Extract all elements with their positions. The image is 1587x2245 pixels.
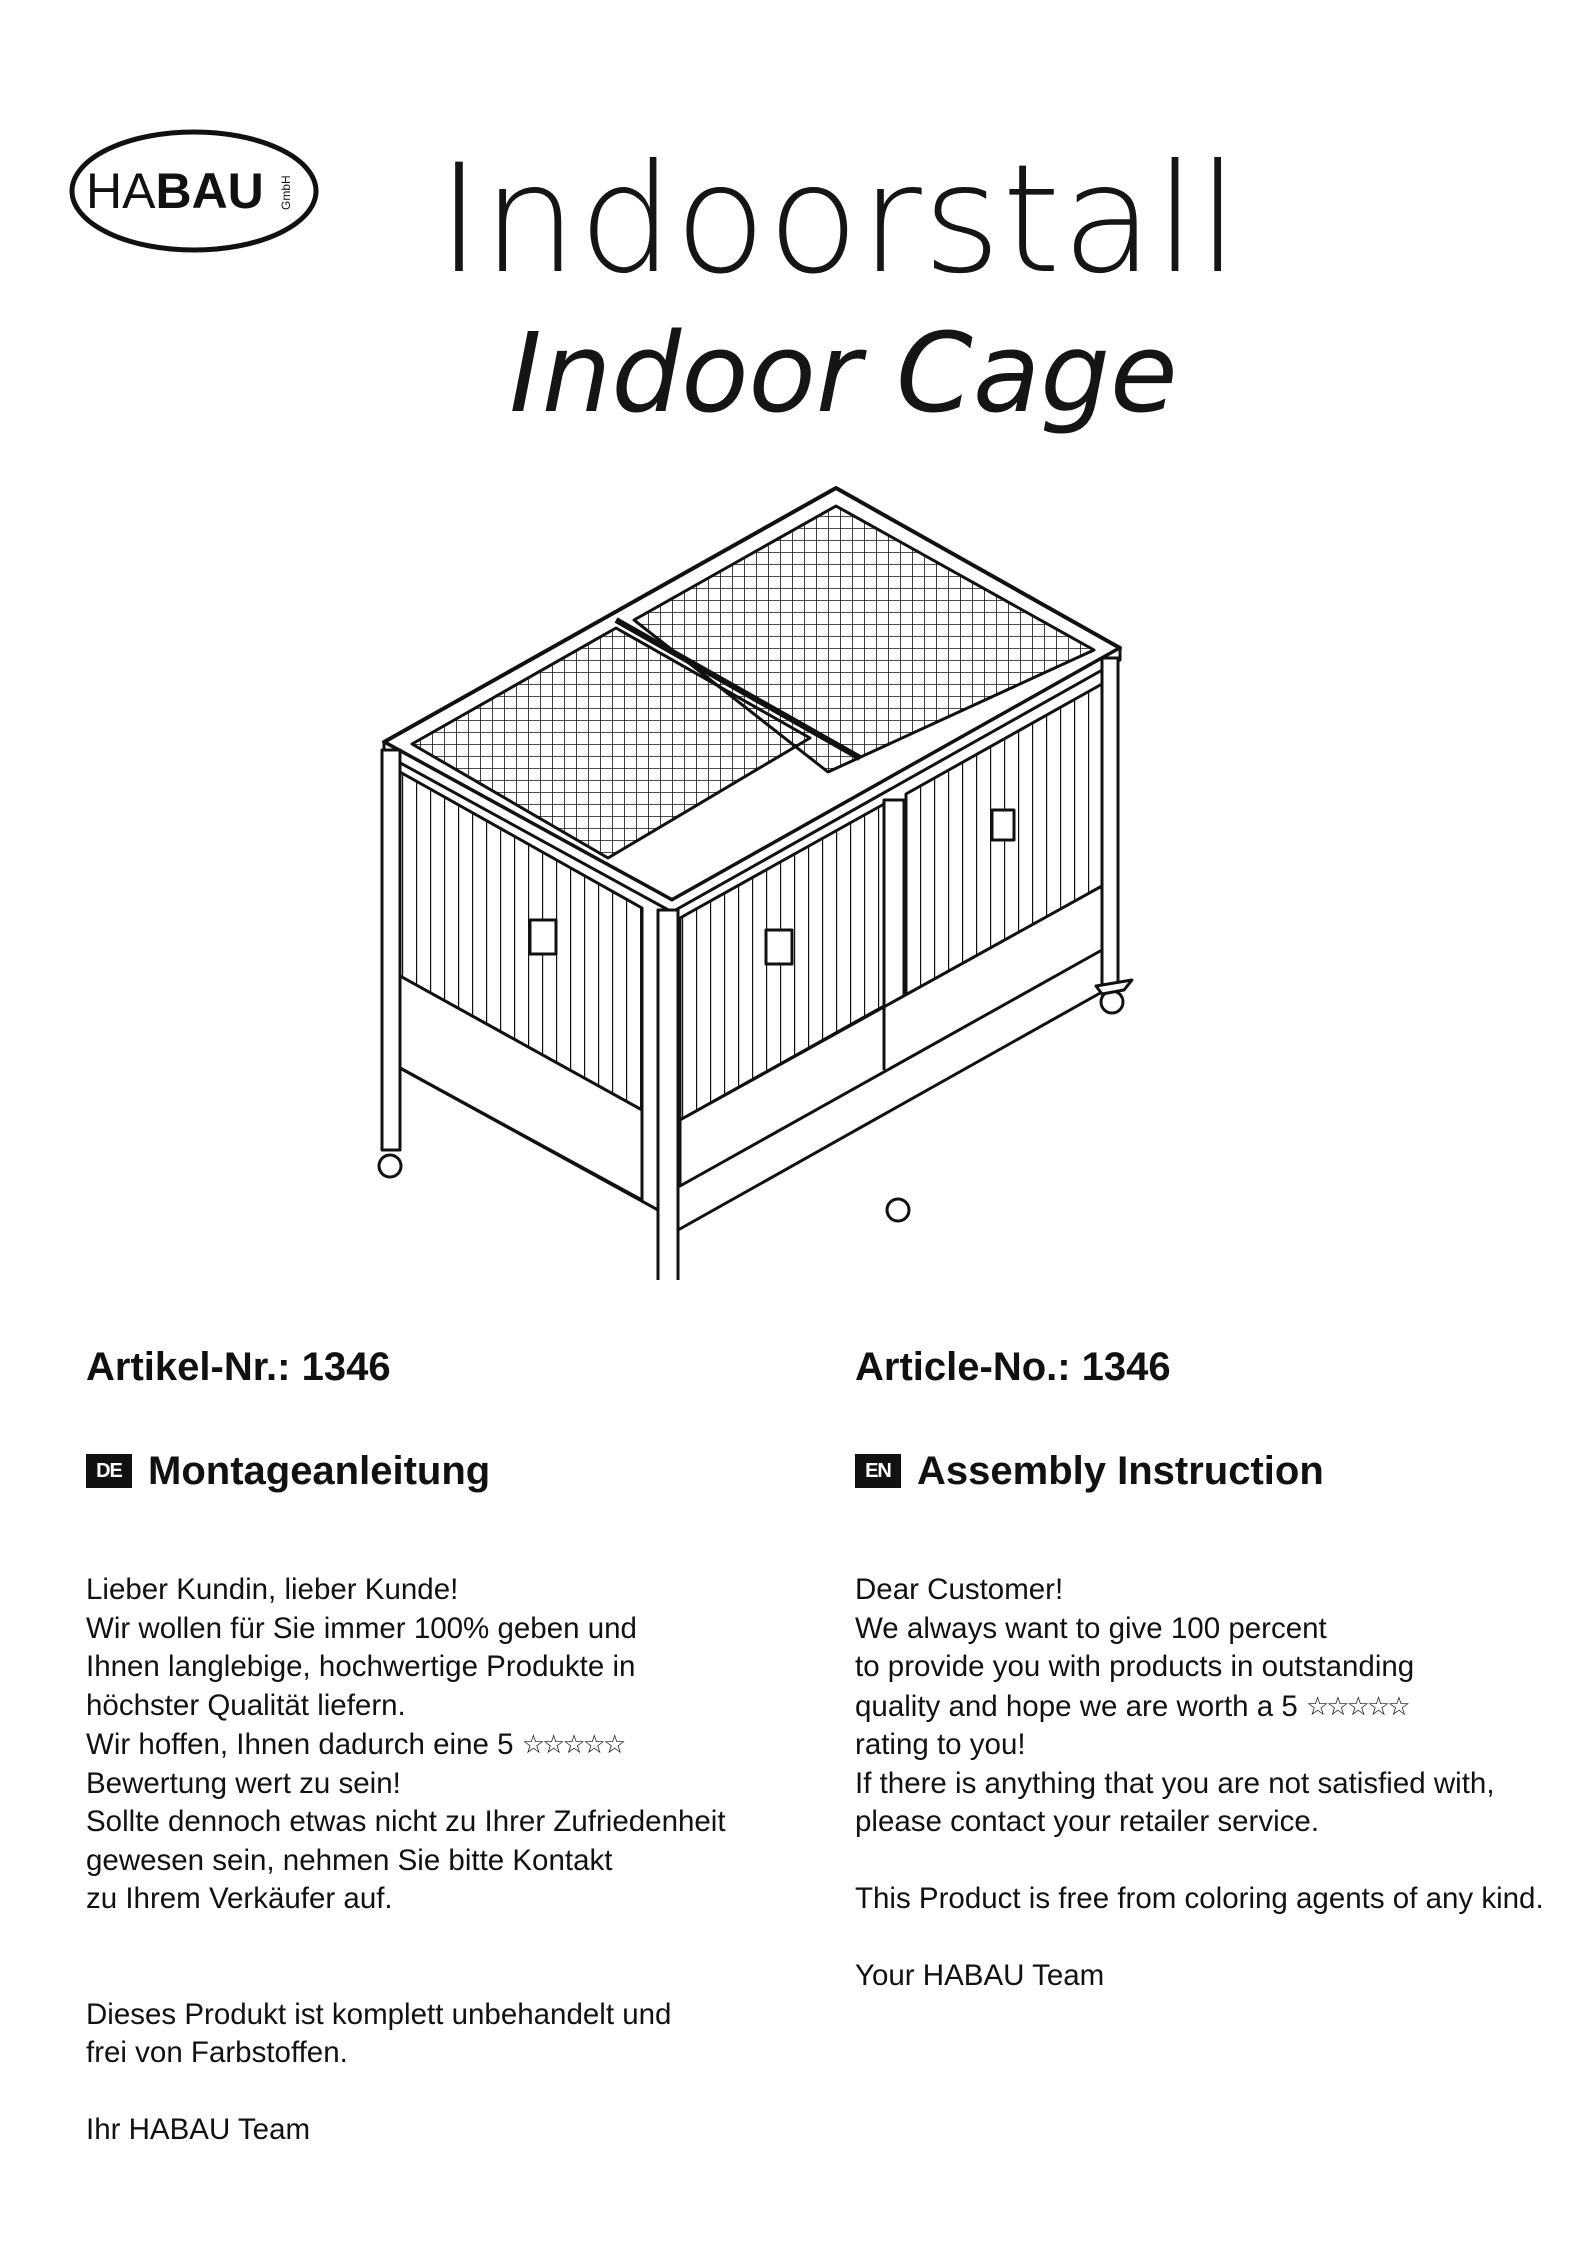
english-column	[855, 1345, 1575, 1996]
text-line: Sollte dennoch etwas nicht zu Ihrer Zufriedenheit	[86, 1805, 726, 1838]
article-number-de: Artikel-Nr.: 1346	[86, 1345, 391, 1389]
text-line: höchster Qualität liefern.	[86, 1688, 406, 1722]
text-line: frei von Farbstoffen.	[86, 2036, 348, 2069]
text-line: Wir hoffen, Ihnen dadurch eine 5	[86, 1728, 514, 1761]
text-line: zu Ihrem Verkäufer auf.	[86, 1882, 393, 1915]
text-line: Bewertung wert zu sein!	[86, 1766, 401, 1800]
text-line: Ihnen langlebige, hochwertige Produkte in	[86, 1650, 636, 1683]
text-line: Lieber Kundin, lieber Kunde!	[86, 1573, 459, 1606]
signature-en: Your HABAU Team	[855, 1959, 1105, 1992]
section-title-en: Assembly Instruction	[917, 1449, 1324, 1493]
section-title-de: Montageanleitung	[148, 1449, 491, 1493]
svg-text:HABAU: HABAU	[86, 163, 264, 219]
greeting-text-en	[855, 1571, 1575, 1996]
text-line: If there is anything that you are not satisfied with,	[855, 1766, 1495, 1800]
signature-de: Ihr HABAU Team	[86, 2113, 311, 2146]
text-line: to provide you with products in outstanding	[855, 1650, 1415, 1683]
text-line: please contact your retailer service.	[855, 1805, 1320, 1838]
text-line: Wir wollen für Sie immer 100% geben und	[86, 1611, 637, 1645]
text-line: quality and hope we are worth a 5	[855, 1689, 1298, 1723]
indoor-cage-illustration	[360, 480, 1160, 1280]
five-star-icon: ☆☆☆☆☆	[1306, 1690, 1408, 1721]
greeting-text-de	[86, 1571, 806, 2150]
text-line: Dear Customer!	[855, 1573, 1064, 1606]
title-german: Indoorstall	[437, 133, 1240, 307]
text-line: We always want to give 100 percent	[855, 1611, 1327, 1645]
text-line-with-stars	[86, 1725, 806, 1765]
flag-de-icon: DE	[86, 1454, 132, 1488]
section-header-en	[855, 1449, 1575, 1493]
text-line: gewesen sein, nehmen Sie bitte Kontakt	[86, 1843, 613, 1877]
title-english: Indoor Cage	[509, 309, 1178, 437]
section-header-de	[86, 1449, 806, 1493]
article-number-en: Article-No.: 1346	[855, 1345, 1171, 1389]
note-en: This Product is free from coloring agents of any kind.	[855, 1882, 1544, 1915]
text-line: rating to you!	[855, 1728, 1026, 1761]
german-column	[86, 1345, 806, 2150]
text-line-with-stars	[855, 1687, 1575, 1727]
five-star-icon: ☆☆☆☆☆	[521, 1729, 624, 1759]
flag-en-icon: EN	[855, 1454, 901, 1488]
text-line: Dieses Produkt ist komplett unbehandelt und	[86, 1997, 672, 2031]
svg-text:GmbH: GmbH	[279, 175, 293, 210]
